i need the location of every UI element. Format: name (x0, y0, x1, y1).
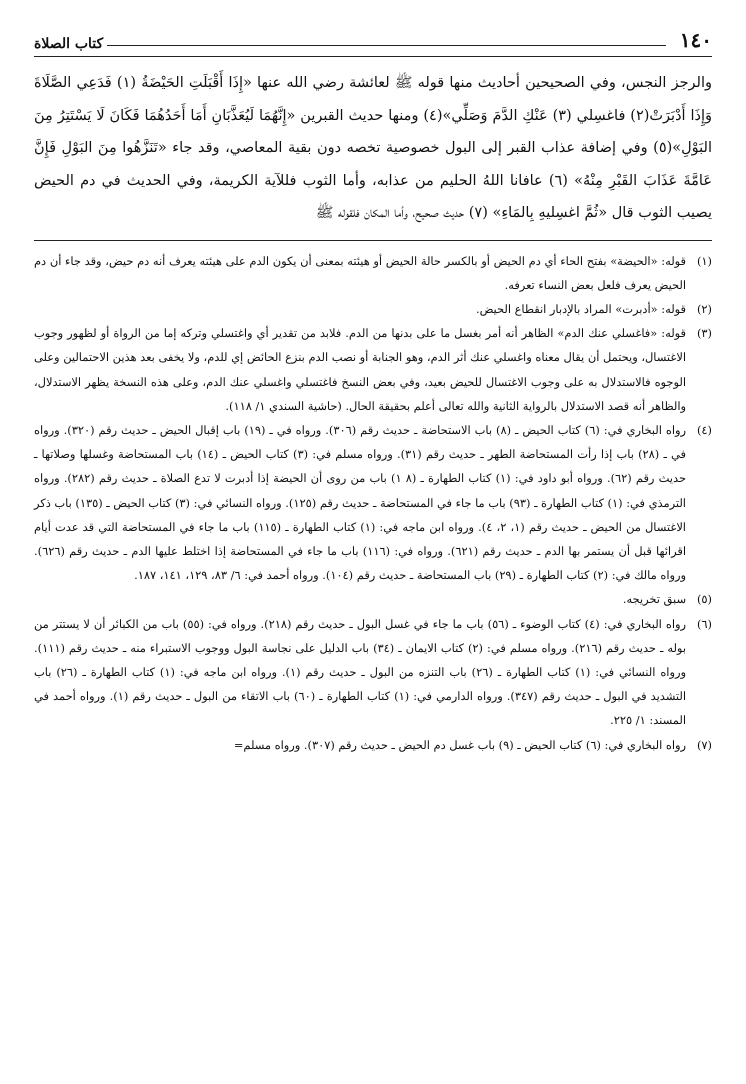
footnote-divider (34, 240, 712, 241)
header-underline (34, 56, 712, 57)
footnote-number: (٧) (696, 737, 712, 752)
footnote-number: (١) (696, 253, 712, 268)
footnote-text: قوله: «الحيضة» بفتح الحاء أي دم الحيض أو بالكسر حالة الحيض أو هيئته بمعنى أن يكون الدم على هيئته يعرف أنه دم حيض، وقد جاء أن دم الحيض يعرف فلعل بعض النساء تعرفه. (34, 253, 686, 292)
footnote-text: سبق تخريجه. (622, 592, 686, 607)
footnotes (34, 249, 712, 757)
footnote (34, 249, 712, 297)
footnote-text: قوله: «فاغسلي عنك الدم» الظاهر أنه أمر بغسل ما على بدنها من الدم. فلابد من تقدير أي واغتسلي وتركه إما من الرواة أو لظهور وجوب الاغتسال، ويحتمل أن يقال معناه واغسلي عنك أثر الدم، وهو الجنابة أو نصب الدم بنزع الحائض إي للدم، ولا يخفى بعد هذين الاحتمالين وعلى الوجوه فالاستدلال به على وجوب الاغتسال للحيض بعيد، وفي بعض النسخ فاغتسلي واغسلي عنك الدم، وعلى هذه النسخة يظهر الاستدلال، والظاهر أنه قصد الاستدلال بالرواية الثانية والله تعالى أعلم بحقيقة الحال. (حاشية السندي ١/ ١١٨). (34, 326, 686, 413)
footnote-text: رواه البخاري في: (٤) كتاب الوضوء ـ (٥٦) باب ما جاء في غسل البول ـ حديث رقم (٢١٨). ورواه في: (٥٥) باب من الكبائر أن لا يستتر من بوله ـ حديث رقم (٢١٦). ورواه مسلم في: (٢) كتاب الايمان ـ (٣٤) باب الدليل على نجاسة البول ووجوب الاستبراء منه ـ حديث رقم (١١١). ورواه النسائي في: (١) كتاب الطهارة ـ (٢٦) باب التنزه من البول ـ حديث رقم (١). ورواه ابن ماجه في: (١) كتاب الطهارة ـ (٢٦) باب التشديد في البول ـ حديث رقم (٣٤٧). ورواه الدارمي في: (١) كتاب الطهارة ـ (٦٠) باب الاتقاء من البول ـ حديث رقم (١). ورواه أحمد في المسند: ١/ ٢٢٥. (34, 616, 686, 728)
main-paragraph: والرجز النجس، وفي الصحيحين أحاديث منها قوله ﷺ لعائشة رضي الله عنها «إِذَا أَقْبَلَتِ الحَيْضَةُ (١) فَدَعِي الصَّلَاةَ وَإِذَا أَدْبَرَتْ(٢) فاغسِلي (٣) عَنْكِ الدَّمَ وَصَلِّي»(٤) ومنها حديث القبرين «إِنَّهُمَا لَيُعَذَّبَانِ أَمَا أَحَدُهُمَا فَكَانَ لَا يَسْتَتِرُ مِنَ البَوْلِ»(٥) وفي إضافة عذاب القبر إلى البول خصوصية تخصه دون بقية المعاصي، وقد جاء «تَنَزَّهُوا مِنَ البَوْلِ فَإِنَّ عَامَّةَ عَذَابَ القَبْرِ مِنْهُ» (٦) عافانا اللهُ الحليم من عذابه، وأما الثوب فللآية الكريمة، وفي الحديث في دم الحيض يصيب الثوب قال «ثُمَّ اغسِليهِ بِالمَاءِ» (٧) حديث صحيح، وأما المكان فلقوله ﷺ (34, 75, 713, 221)
footnote (34, 297, 712, 321)
footnote-text: قوله: «أدبرت» المراد بالإدبار انقطاع الحيض. (475, 301, 686, 316)
footnote (34, 733, 712, 757)
footnote-text: رواه البخاري في: (٦) كتاب الحيض ـ (٨) باب الاستحاضة ـ حديث رقم (٣٠٦). ورواه في ـ (١٩) باب إقبال الحيض ـ حديث رقم (٣٢٠). ورواه في ـ (٢٨) باب إذا رأت المستحاضة الطهر ـ حديث رقم (٣١). ورواه مسلم في: (٣) كتاب الحيض ـ (١٤) باب المستحاضة وغسلها وصلاتها ـ حديث رقم (٦٢). ورواه أبو داود في: (١) كتاب الطهارة ـ (٨ ١) باب من روى أن الحيضة إذا أدبرت لا تدع الصلاة ـ حديث رقم (٢٨٢). ورواه الترمذي في: (١) كتاب الطهارة ـ (٩٣) باب ما جاء في المستحاضة ـ حديث رقم (١٢٥). ورواه النسائي في: (٣) كتاب الحيض ـ (١٣٥) باب ذكر الاغتسال من الحيض ـ حديث رقم (١، ٢، ٤). ورواه ابن ماجه في: (١) كتاب الطهارة ـ (١١٥) باب ما جاء في المستحاضة التي قد عدت أيام اقرائها قبل أن يستمر بها الدم ـ حديث رقم (٦٢١). ورواه في: (١١٦) باب ما جاء في المستحاضة إذا اختلط عليها الدم ـ حديث رقم (٦٢٦). ورواه مالك في: (٢) كتاب الطهارة ـ (٢٩) باب المستحاضة ـ حديث رقم (١٠٤). ورواه أحمد في: ٦/ ٨٣، ١٢٩، ١٤١، ١٨٧. (34, 422, 686, 583)
footnote (34, 321, 712, 418)
footnote-number: (٣) (696, 326, 712, 341)
footnote-number: (٦) (696, 616, 712, 631)
footnote-number: (٥) (696, 592, 712, 607)
main-text (34, 67, 712, 230)
running-header (34, 30, 712, 52)
footnote-number: (٤) (696, 422, 712, 437)
page-number: ١٤٠ (679, 28, 712, 52)
footnote (34, 587, 712, 611)
footnote-text: رواه البخاري في: (٦) كتاب الحيض ـ (٩) باب غسل دم الحيض ـ حديث رقم (٣٠٧). ورواه مسلم= (233, 737, 686, 752)
footnote (34, 418, 712, 587)
book-title: كتاب الصلاة (34, 36, 104, 52)
footnote-number: (٢) (696, 301, 712, 316)
header-rule (107, 45, 666, 46)
footnote (34, 612, 712, 733)
